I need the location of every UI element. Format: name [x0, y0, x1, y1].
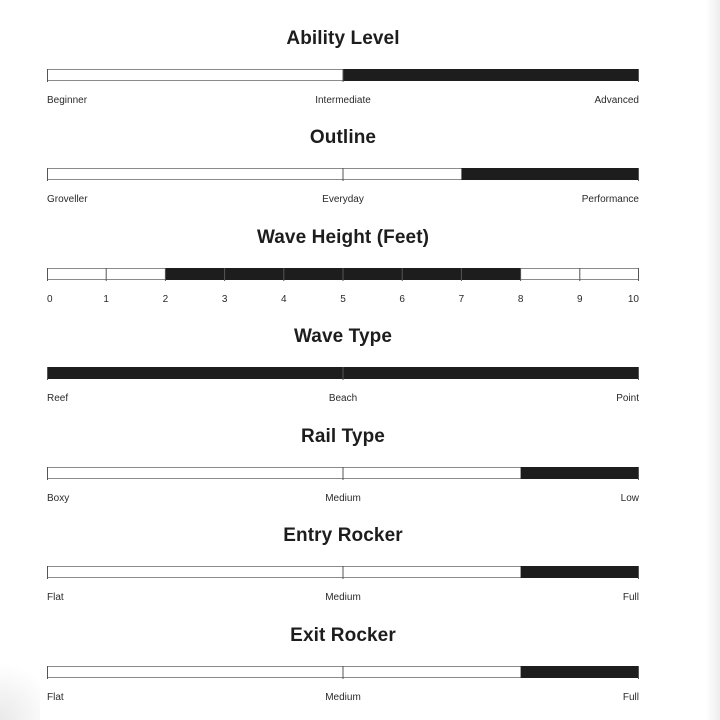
tick-label: Intermediate: [315, 95, 371, 106]
tick-label: 10: [627, 294, 639, 305]
bar-fill: [461, 168, 639, 180]
page-edge: [706, 0, 720, 720]
range-bar: [47, 268, 640, 281]
tick-label: 3: [221, 294, 228, 305]
range-bar: [47, 566, 640, 579]
tick-label: Beach: [328, 393, 358, 404]
tick-label: Point: [616, 393, 639, 404]
range-bar: [47, 467, 640, 480]
tick-label: 2: [162, 294, 169, 305]
chart-title: Rail Type: [301, 426, 385, 447]
spec-chart-5: [47, 509, 639, 605]
chart-title: Entry Rocker: [283, 525, 403, 546]
tick-label: 0: [47, 294, 53, 305]
tick-label: Flat: [47, 592, 64, 603]
tick-labels: [47, 592, 639, 606]
tick-label: Flat: [47, 692, 64, 703]
tick-label: Medium: [325, 592, 361, 603]
tick-label: Reef: [47, 393, 69, 404]
chart-title: Wave Height (Feet): [256, 227, 430, 248]
tick-labels: [47, 692, 639, 706]
tick-label: Medium: [325, 692, 361, 703]
range-bar: [47, 666, 640, 679]
tick-labels: [47, 393, 639, 407]
tick-label: 8: [517, 294, 524, 305]
bar-fill: [521, 566, 639, 578]
range-bar: [47, 168, 640, 181]
tick-label: Performance: [581, 194, 639, 205]
tick-label: 9: [577, 294, 583, 305]
corner-shadow: [0, 650, 40, 720]
spec-chart-2: [47, 211, 639, 307]
bar-fill: [521, 666, 639, 678]
range-bar: [47, 367, 640, 380]
tick-label: Full: [622, 592, 639, 603]
tick-label: Boxy: [47, 493, 70, 504]
tick-label: 1: [103, 294, 109, 305]
range-bar: [47, 69, 640, 82]
chart-title: Wave Type: [293, 326, 393, 347]
spec-chart-1: [47, 111, 639, 207]
spec-chart-6: [47, 609, 639, 705]
spec-chart-0: [47, 12, 639, 108]
tick-labels: [47, 95, 639, 109]
tick-label: 7: [458, 294, 465, 305]
chart-title: Ability Level: [286, 28, 400, 49]
tick-label: Groveller: [47, 194, 88, 205]
bar-fill: [521, 467, 639, 479]
tick-label: Advanced: [594, 95, 639, 106]
tick-labels: [47, 194, 639, 208]
tick-label: 5: [340, 294, 346, 305]
tick-label: Everyday: [322, 194, 364, 205]
chart-title: Exit Rocker: [290, 625, 396, 646]
tick-label: Full: [622, 692, 639, 703]
chart-title: Outline: [309, 127, 377, 148]
tick-labels: [47, 493, 639, 507]
tick-label: Beginner: [47, 95, 88, 106]
spec-chart-3: [47, 310, 639, 406]
bar-fill: [343, 69, 639, 81]
tick-label: Medium: [325, 493, 361, 504]
tick-labels: [47, 294, 639, 308]
tick-label: Low: [620, 493, 639, 504]
spec-chart-4: [47, 410, 639, 506]
tick-label: 4: [281, 294, 287, 305]
tick-label: 6: [399, 294, 405, 305]
